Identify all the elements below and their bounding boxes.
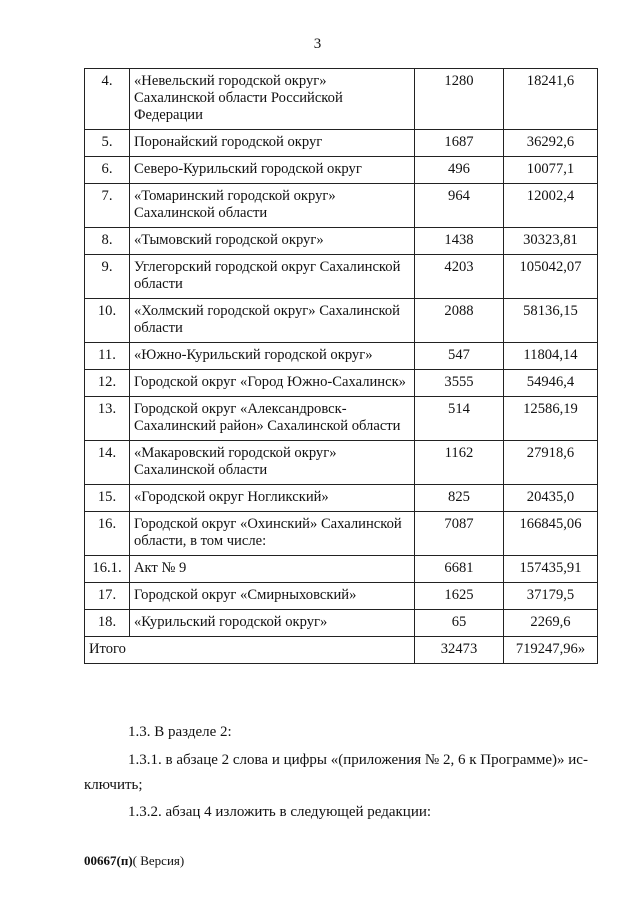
row-value-1: 825 xyxy=(415,485,504,512)
row-value-2: 2269,6 xyxy=(504,610,598,637)
row-value-2: 37179,5 xyxy=(504,583,598,610)
row-number: 4. xyxy=(85,69,130,130)
row-value-2: 166845,06 xyxy=(504,512,598,556)
row-name: «Макаровский городской округ» Сахалинской области xyxy=(130,441,415,485)
row-value-2: 20435,0 xyxy=(504,485,598,512)
row-value-2: 11804,14 xyxy=(504,343,598,370)
table-row xyxy=(85,556,598,583)
paragraph-1-3-1: 1.3.1. в абзаце 2 слова и цифры «(приложения № 2, 6 к Программе)» ис- xyxy=(128,752,588,768)
row-number: 6. xyxy=(85,157,130,184)
row-number: 13. xyxy=(85,397,130,441)
footer xyxy=(84,853,184,869)
table-row xyxy=(85,228,598,255)
row-value-1: 964 xyxy=(415,184,504,228)
row-value-1: 7087 xyxy=(415,512,504,556)
table-body xyxy=(85,69,598,664)
row-value-1: 6681 xyxy=(415,556,504,583)
row-name: Городской округ «Александровск-Сахалинский район» Сахалинской области xyxy=(130,397,415,441)
table-row xyxy=(85,512,598,556)
table-row xyxy=(85,441,598,485)
row-value-2: 36292,6 xyxy=(504,130,598,157)
row-name: «Южно-Курильский городской округ» xyxy=(130,343,415,370)
table-row xyxy=(85,69,598,130)
total-label: Итого xyxy=(85,637,415,664)
row-name: «Томаринский городской округ» Сахалинской области xyxy=(130,184,415,228)
row-value-1: 1280 xyxy=(415,69,504,130)
row-value-1: 1162 xyxy=(415,441,504,485)
table-row xyxy=(85,255,598,299)
row-value-1: 2088 xyxy=(415,299,504,343)
table-row xyxy=(85,370,598,397)
row-number: 15. xyxy=(85,485,130,512)
row-value-1: 1687 xyxy=(415,130,504,157)
table-row xyxy=(85,157,598,184)
table-row xyxy=(85,184,598,228)
total-value-2: 719247,96» xyxy=(504,637,598,664)
row-name: «Курильский городской округ» xyxy=(130,610,415,637)
row-name: «Тымовский городской округ» xyxy=(130,228,415,255)
row-number: 5. xyxy=(85,130,130,157)
table-row xyxy=(85,583,598,610)
page-number: 3 xyxy=(313,36,322,52)
row-value-2: 12586,19 xyxy=(504,397,598,441)
row-value-2: 30323,81 xyxy=(504,228,598,255)
row-number: 12. xyxy=(85,370,130,397)
row-value-2: 10077,1 xyxy=(504,157,598,184)
table-row xyxy=(85,485,598,512)
row-value-1: 4203 xyxy=(415,255,504,299)
paragraph-1-3-1-continued: ключить; xyxy=(84,777,143,793)
row-value-2: 18241,6 xyxy=(504,69,598,130)
row-value-2: 58136,15 xyxy=(504,299,598,343)
table-row xyxy=(85,299,598,343)
table-row xyxy=(85,610,598,637)
row-number: 10. xyxy=(85,299,130,343)
paragraph-1-3-2: 1.3.2. абзац 4 изложить в следующей редакции: xyxy=(128,804,432,820)
row-value-1: 1438 xyxy=(415,228,504,255)
row-number: 16. xyxy=(85,512,130,556)
row-name: Поронайский городской округ xyxy=(130,130,415,157)
row-value-1: 514 xyxy=(415,397,504,441)
row-name: Северо-Курильский городской округ xyxy=(130,157,415,184)
row-value-1: 496 xyxy=(415,157,504,184)
row-value-1: 65 xyxy=(415,610,504,637)
row-value-2: 12002,4 xyxy=(504,184,598,228)
table-row xyxy=(85,130,598,157)
row-number: 7. xyxy=(85,184,130,228)
row-name: Городской округ «Город Южно-Сахалинск» xyxy=(130,370,415,397)
row-value-1: 1625 xyxy=(415,583,504,610)
row-name: Городской округ «Охинский» Сахалинской области, в том числе: xyxy=(130,512,415,556)
row-number: 9. xyxy=(85,255,130,299)
row-name: «Городской округ Ногликский» xyxy=(130,485,415,512)
document-version: ( Версия) xyxy=(132,853,185,868)
row-number: 8. xyxy=(85,228,130,255)
row-value-1: 547 xyxy=(415,343,504,370)
table-row xyxy=(85,397,598,441)
row-value-1: 3555 xyxy=(415,370,504,397)
total-value-1: 32473 xyxy=(415,637,504,664)
row-name: Акт № 9 xyxy=(130,556,415,583)
document-code: 00667(п) xyxy=(84,853,133,868)
row-number: 11. xyxy=(85,343,130,370)
municipal-table xyxy=(84,68,598,664)
paragraph-1-3: 1.3. В разделе 2: xyxy=(128,724,232,740)
row-value-2: 54946,4 xyxy=(504,370,598,397)
row-name: «Холмский городской округ» Сахалинской области xyxy=(130,299,415,343)
row-value-2: 157435,91 xyxy=(504,556,598,583)
row-number: 17. xyxy=(85,583,130,610)
row-value-2: 105042,07 xyxy=(504,255,598,299)
row-name: Городской округ «Смирныховский» xyxy=(130,583,415,610)
table-total-row xyxy=(85,637,598,664)
row-number: 16.1. xyxy=(85,556,130,583)
table-row xyxy=(85,343,598,370)
row-name: «Невельский городской округ» Сахалинской области Российской Федерации xyxy=(130,69,415,130)
row-name: Углегорский городской округ Сахалинской области xyxy=(130,255,415,299)
row-number: 14. xyxy=(85,441,130,485)
row-value-2: 27918,6 xyxy=(504,441,598,485)
row-number: 18. xyxy=(85,610,130,637)
